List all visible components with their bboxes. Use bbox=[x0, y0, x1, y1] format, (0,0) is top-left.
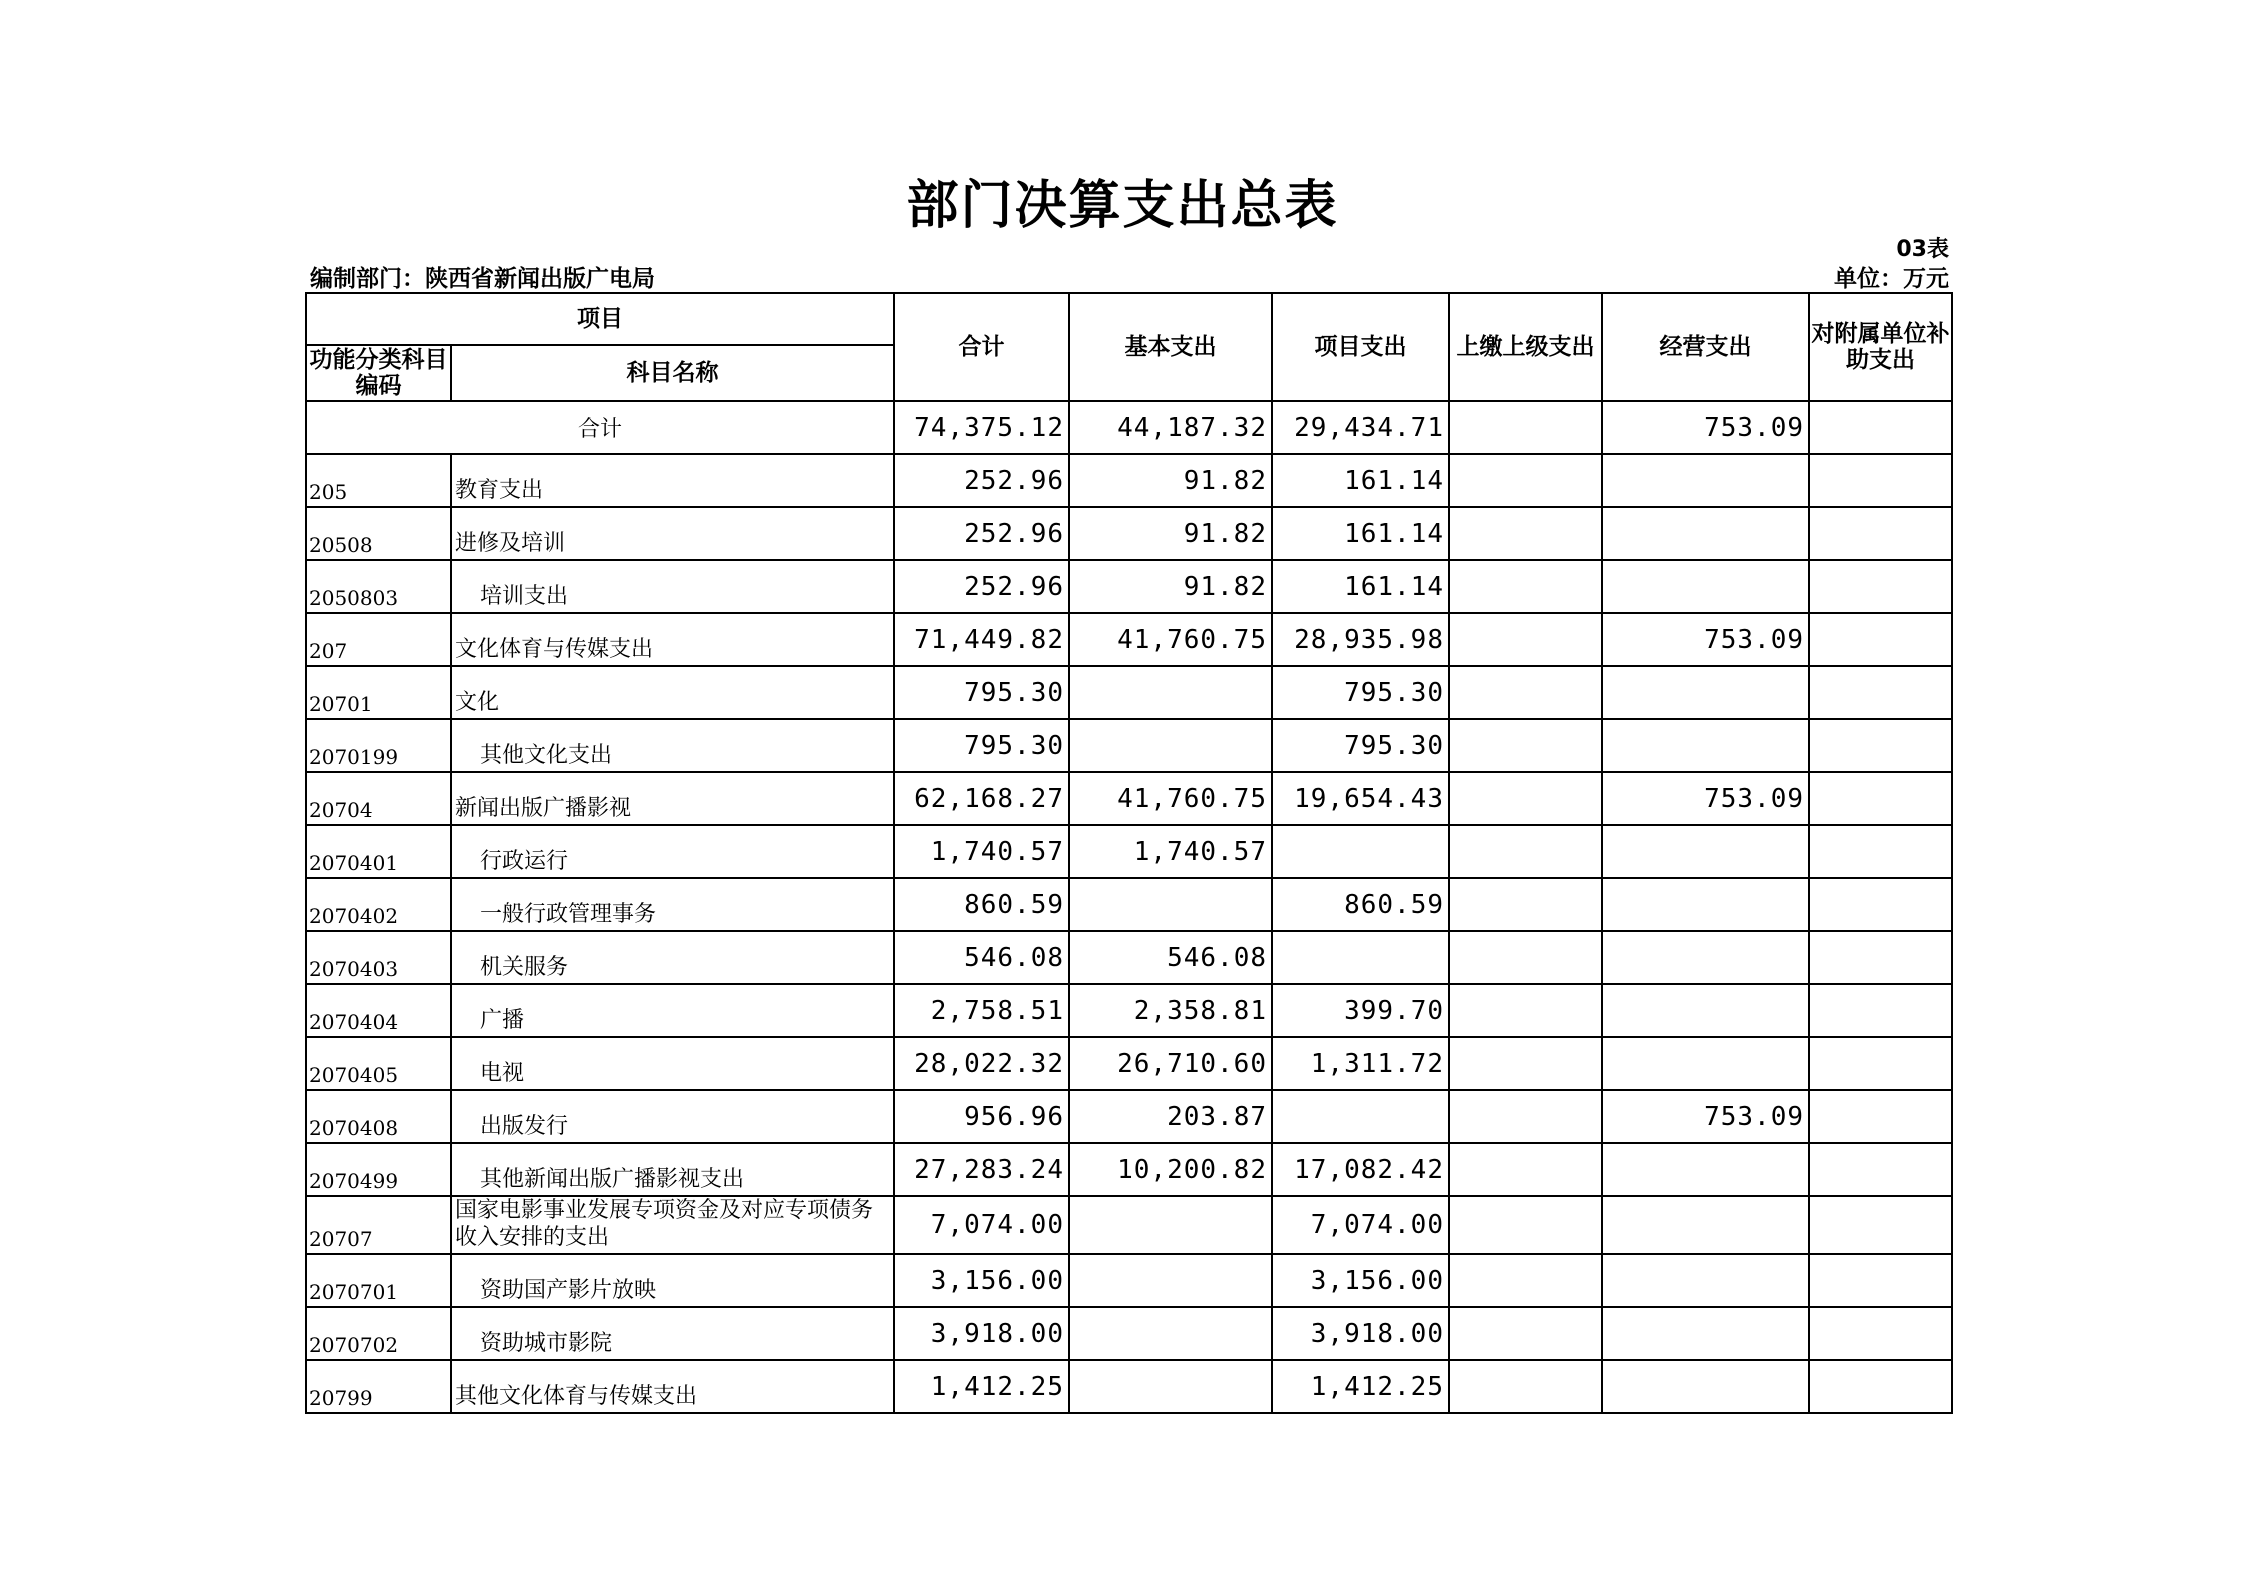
row-upper bbox=[1449, 1143, 1602, 1196]
row-upper bbox=[1449, 613, 1602, 666]
total-row-upper bbox=[1449, 401, 1602, 454]
table-row bbox=[306, 825, 1952, 878]
row-basic: 26,710.60 bbox=[1069, 1037, 1272, 1090]
row-subsidy bbox=[1809, 613, 1952, 666]
row-project: 161.14 bbox=[1272, 454, 1449, 507]
row-business bbox=[1602, 560, 1809, 613]
row-subsidy bbox=[1809, 719, 1952, 772]
row-total: 71,449.82 bbox=[894, 613, 1069, 666]
row-total: 3,918.00 bbox=[894, 1307, 1069, 1360]
row-upper bbox=[1449, 984, 1602, 1037]
row-name: 其他文化支出 bbox=[451, 719, 894, 772]
row-code: 20704 bbox=[306, 772, 451, 825]
row-subsidy bbox=[1809, 454, 1952, 507]
table-row bbox=[306, 454, 1952, 507]
header-total: 合计 bbox=[894, 293, 1069, 401]
row-upper bbox=[1449, 825, 1602, 878]
header-code: 功能分类科目编码 bbox=[306, 345, 451, 401]
row-project: 1,412.25 bbox=[1272, 1360, 1449, 1413]
row-project: 17,082.42 bbox=[1272, 1143, 1449, 1196]
row-total: 795.30 bbox=[894, 666, 1069, 719]
row-name: 其他文化体育与传媒支出 bbox=[451, 1360, 894, 1413]
table-row bbox=[306, 984, 1952, 1037]
header-upper: 上缴上级支出 bbox=[1449, 293, 1602, 401]
row-basic: 91.82 bbox=[1069, 560, 1272, 613]
row-business bbox=[1602, 1360, 1809, 1413]
row-basic bbox=[1069, 1254, 1272, 1307]
row-code: 20799 bbox=[306, 1360, 451, 1413]
row-name: 培训支出 bbox=[451, 560, 894, 613]
table-row bbox=[306, 613, 1952, 666]
row-subsidy bbox=[1809, 1037, 1952, 1090]
row-project: 161.14 bbox=[1272, 560, 1449, 613]
row-basic bbox=[1069, 878, 1272, 931]
row-name: 广播 bbox=[451, 984, 894, 1037]
row-project: 399.70 bbox=[1272, 984, 1449, 1037]
page-title: 部门决算支出总表 bbox=[906, 176, 1339, 236]
row-upper bbox=[1449, 1307, 1602, 1360]
row-upper bbox=[1449, 454, 1602, 507]
row-total: 795.30 bbox=[894, 719, 1069, 772]
row-total: 956.96 bbox=[894, 1090, 1069, 1143]
row-business bbox=[1602, 1307, 1809, 1360]
row-subsidy bbox=[1809, 878, 1952, 931]
row-subsidy bbox=[1809, 825, 1952, 878]
row-project: 19,654.43 bbox=[1272, 772, 1449, 825]
unit-label: 单位：万元 bbox=[1834, 266, 1949, 292]
row-project: 795.30 bbox=[1272, 719, 1449, 772]
row-subsidy bbox=[1809, 1143, 1952, 1196]
total-row bbox=[306, 401, 1952, 454]
row-name: 新闻出版广播影视 bbox=[451, 772, 894, 825]
row-subsidy bbox=[1809, 1090, 1952, 1143]
header-item: 项目 bbox=[306, 293, 894, 345]
total-row-business: 753.09 bbox=[1602, 401, 1809, 454]
row-subsidy bbox=[1809, 507, 1952, 560]
row-subsidy bbox=[1809, 984, 1952, 1037]
row-basic: 203.87 bbox=[1069, 1090, 1272, 1143]
table-row bbox=[306, 772, 1952, 825]
row-total: 252.96 bbox=[894, 454, 1069, 507]
row-name: 机关服务 bbox=[451, 931, 894, 984]
row-upper bbox=[1449, 507, 1602, 560]
table-row bbox=[306, 1254, 1952, 1307]
row-upper bbox=[1449, 1254, 1602, 1307]
header-basic: 基本支出 bbox=[1069, 293, 1272, 401]
table-row bbox=[306, 931, 1952, 984]
row-code: 205 bbox=[306, 454, 451, 507]
header-project: 项目支出 bbox=[1272, 293, 1449, 401]
row-upper bbox=[1449, 666, 1602, 719]
row-project: 1,311.72 bbox=[1272, 1037, 1449, 1090]
row-project bbox=[1272, 931, 1449, 984]
row-name: 进修及培训 bbox=[451, 507, 894, 560]
row-total: 62,168.27 bbox=[894, 772, 1069, 825]
row-basic: 91.82 bbox=[1069, 507, 1272, 560]
row-business bbox=[1602, 1254, 1809, 1307]
row-business bbox=[1602, 454, 1809, 507]
row-total: 1,740.57 bbox=[894, 825, 1069, 878]
row-code: 20508 bbox=[306, 507, 451, 560]
row-basic bbox=[1069, 1360, 1272, 1413]
expenditure-table bbox=[305, 292, 1953, 1414]
row-code: 2050803 bbox=[306, 560, 451, 613]
row-upper bbox=[1449, 1360, 1602, 1413]
table-row bbox=[306, 1307, 1952, 1360]
row-upper bbox=[1449, 560, 1602, 613]
row-business bbox=[1602, 1143, 1809, 1196]
row-name: 行政运行 bbox=[451, 825, 894, 878]
row-subsidy bbox=[1809, 931, 1952, 984]
row-total: 252.96 bbox=[894, 507, 1069, 560]
row-basic: 546.08 bbox=[1069, 931, 1272, 984]
row-basic bbox=[1069, 1196, 1272, 1254]
row-business bbox=[1602, 719, 1809, 772]
row-business bbox=[1602, 1037, 1809, 1090]
row-name: 文化 bbox=[451, 666, 894, 719]
row-name: 电视 bbox=[451, 1037, 894, 1090]
row-code: 2070404 bbox=[306, 984, 451, 1037]
row-project bbox=[1272, 1090, 1449, 1143]
row-name: 资助国产影片放映 bbox=[451, 1254, 894, 1307]
row-code: 2070401 bbox=[306, 825, 451, 878]
row-upper bbox=[1449, 719, 1602, 772]
table-row bbox=[306, 1037, 1952, 1090]
row-total: 546.08 bbox=[894, 931, 1069, 984]
row-basic: 10,200.82 bbox=[1069, 1143, 1272, 1196]
row-name: 其他新闻出版广播影视支出 bbox=[451, 1143, 894, 1196]
row-business: 753.09 bbox=[1602, 1090, 1809, 1143]
header-subsidy: 对附属单位补助支出 bbox=[1809, 293, 1952, 401]
row-subsidy bbox=[1809, 1254, 1952, 1307]
table-row bbox=[306, 1360, 1952, 1413]
row-name: 国家电影事业发展专项资金及对应专项债务收入安排的支出 bbox=[451, 1196, 894, 1254]
row-basic: 41,760.75 bbox=[1069, 772, 1272, 825]
row-business bbox=[1602, 507, 1809, 560]
row-business: 753.09 bbox=[1602, 613, 1809, 666]
table-row bbox=[306, 1143, 1952, 1196]
row-name: 一般行政管理事务 bbox=[451, 878, 894, 931]
row-total: 252.96 bbox=[894, 560, 1069, 613]
row-basic: 91.82 bbox=[1069, 454, 1272, 507]
row-code: 20701 bbox=[306, 666, 451, 719]
table-row bbox=[306, 666, 1952, 719]
row-name: 资助城市影院 bbox=[451, 1307, 894, 1360]
row-basic: 41,760.75 bbox=[1069, 613, 1272, 666]
row-project: 795.30 bbox=[1272, 666, 1449, 719]
row-project: 7,074.00 bbox=[1272, 1196, 1449, 1254]
row-upper bbox=[1449, 931, 1602, 984]
table-row bbox=[306, 1196, 1952, 1254]
row-upper bbox=[1449, 1090, 1602, 1143]
row-business: 753.09 bbox=[1602, 772, 1809, 825]
row-project: 860.59 bbox=[1272, 878, 1449, 931]
row-project: 3,156.00 bbox=[1272, 1254, 1449, 1307]
row-total: 3,156.00 bbox=[894, 1254, 1069, 1307]
row-project: 161.14 bbox=[1272, 507, 1449, 560]
row-upper bbox=[1449, 772, 1602, 825]
row-name: 文化体育与传媒支出 bbox=[451, 613, 894, 666]
table-row bbox=[306, 507, 1952, 560]
total-row-project: 29,434.71 bbox=[1272, 401, 1449, 454]
row-business bbox=[1602, 931, 1809, 984]
row-project: 28,935.98 bbox=[1272, 613, 1449, 666]
row-code: 2070199 bbox=[306, 719, 451, 772]
row-subsidy bbox=[1809, 1307, 1952, 1360]
row-basic bbox=[1069, 719, 1272, 772]
row-code: 20707 bbox=[306, 1196, 451, 1254]
row-code: 2070408 bbox=[306, 1090, 451, 1143]
row-basic: 2,358.81 bbox=[1069, 984, 1272, 1037]
row-business bbox=[1602, 984, 1809, 1037]
row-subsidy bbox=[1809, 666, 1952, 719]
row-code: 2070402 bbox=[306, 878, 451, 931]
row-total: 860.59 bbox=[894, 878, 1069, 931]
row-upper bbox=[1449, 1037, 1602, 1090]
row-code: 2070499 bbox=[306, 1143, 451, 1196]
total-row-total: 74,375.12 bbox=[894, 401, 1069, 454]
row-total: 7,074.00 bbox=[894, 1196, 1069, 1254]
row-total: 27,283.24 bbox=[894, 1143, 1069, 1196]
row-project: 3,918.00 bbox=[1272, 1307, 1449, 1360]
row-business bbox=[1602, 825, 1809, 878]
row-business bbox=[1602, 666, 1809, 719]
row-business bbox=[1602, 878, 1809, 931]
row-subsidy bbox=[1809, 772, 1952, 825]
header-business: 经营支出 bbox=[1602, 293, 1809, 401]
row-total: 1,412.25 bbox=[894, 1360, 1069, 1413]
row-subsidy bbox=[1809, 560, 1952, 613]
row-code: 2070405 bbox=[306, 1037, 451, 1090]
row-business bbox=[1602, 1196, 1809, 1254]
row-code: 2070702 bbox=[306, 1307, 451, 1360]
table-row bbox=[306, 719, 1952, 772]
row-basic: 1,740.57 bbox=[1069, 825, 1272, 878]
row-total: 2,758.51 bbox=[894, 984, 1069, 1037]
header-name: 科目名称 bbox=[451, 345, 894, 401]
table-row bbox=[306, 1090, 1952, 1143]
row-project bbox=[1272, 825, 1449, 878]
row-upper bbox=[1449, 1196, 1602, 1254]
row-upper bbox=[1449, 878, 1602, 931]
row-basic bbox=[1069, 1307, 1272, 1360]
row-total: 28,022.32 bbox=[894, 1037, 1069, 1090]
table-row bbox=[306, 878, 1952, 931]
total-row-subsidy bbox=[1809, 401, 1952, 454]
row-code: 2070403 bbox=[306, 931, 451, 984]
row-name: 出版发行 bbox=[451, 1090, 894, 1143]
table-row bbox=[306, 560, 1952, 613]
total-row-label: 合计 bbox=[306, 401, 894, 454]
row-subsidy bbox=[1809, 1360, 1952, 1413]
row-basic bbox=[1069, 666, 1272, 719]
row-code: 2070701 bbox=[306, 1254, 451, 1307]
row-code: 207 bbox=[306, 613, 451, 666]
row-subsidy bbox=[1809, 1196, 1952, 1254]
total-row-basic: 44,187.32 bbox=[1069, 401, 1272, 454]
row-name: 教育支出 bbox=[451, 454, 894, 507]
compiling-department: 编制部门：陕西省新闻出版广电局 bbox=[310, 266, 655, 292]
form-number: 03表 bbox=[1896, 237, 1949, 262]
